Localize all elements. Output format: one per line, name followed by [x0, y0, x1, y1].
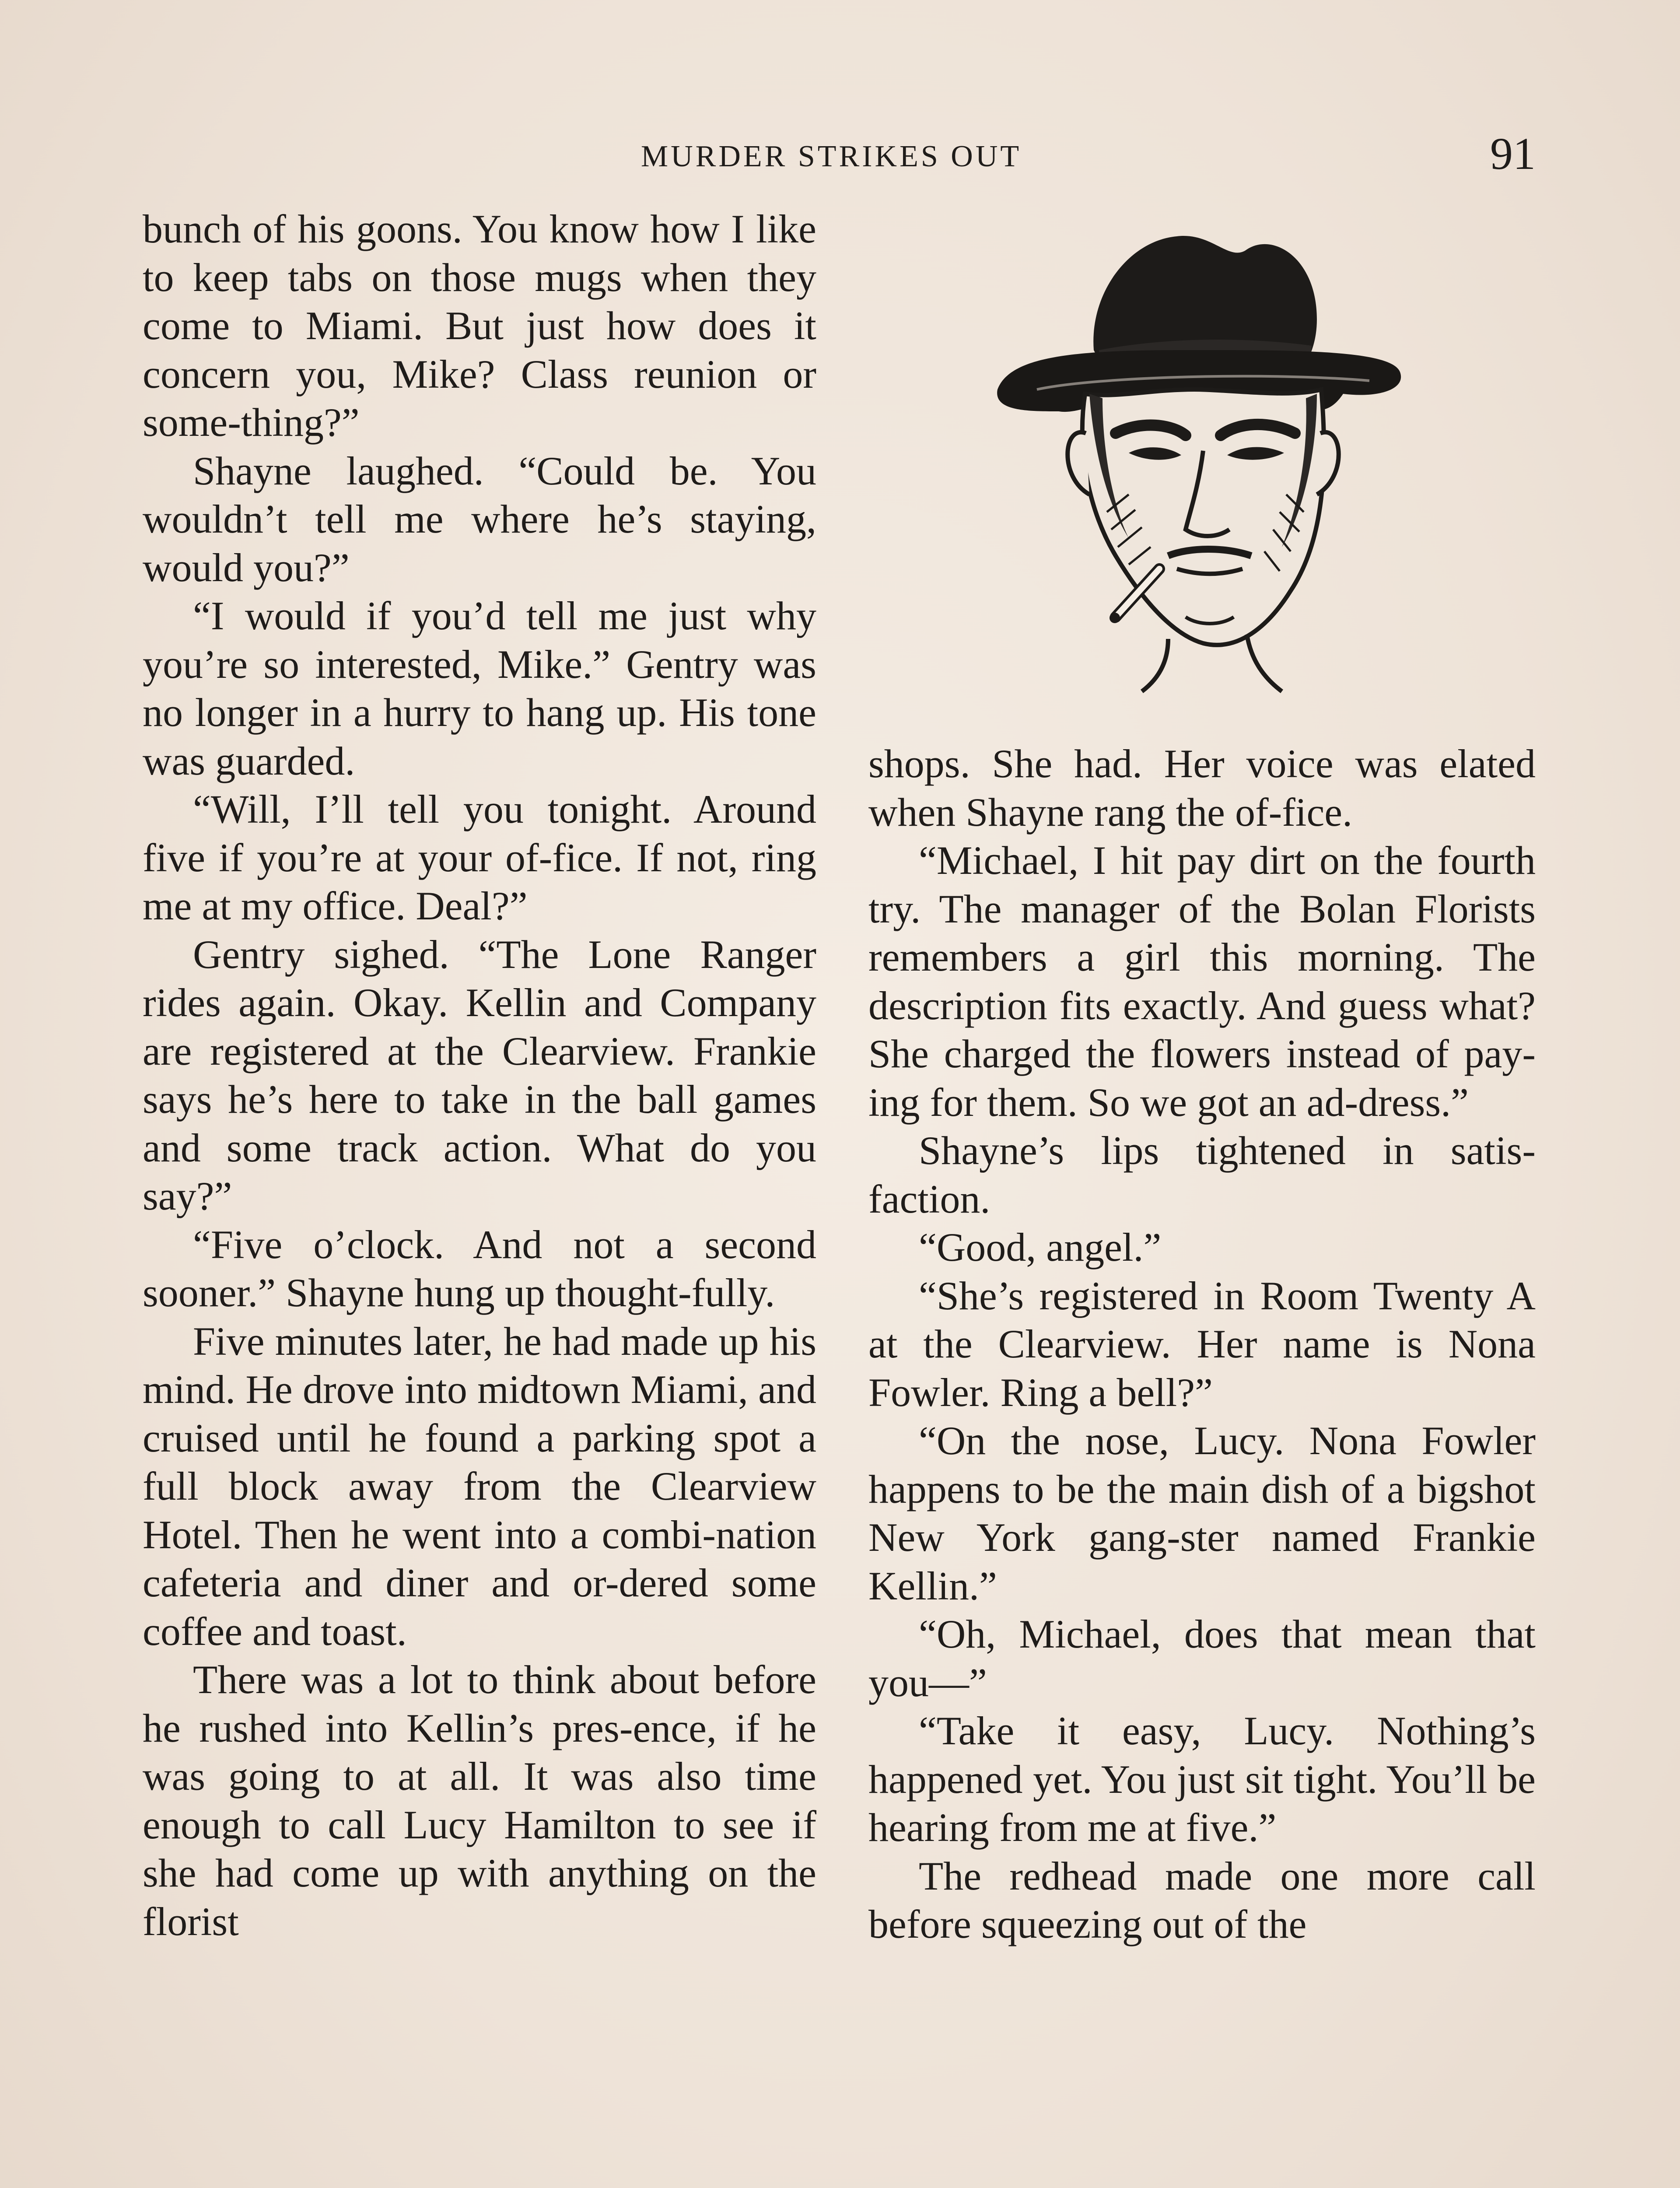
- paragraph: “On the nose, Lucy. Nona Fowler happens to be the main dish of a bigshot New York gang-ster named Frankie Kellin.”: [868, 1418, 1536, 1608]
- left-text-column: [143, 205, 816, 1946]
- paragraph: “Five o’clock. And not a second sooner.” Shayne hung up thought-fully.: [143, 1222, 816, 1315]
- paragraph: bunch of his goons. You know how I like to keep tabs on those mugs when they come to Miami. But just how does it concern you, Mike? Class reunion or some-thing?”: [143, 207, 816, 445]
- right-text-column: [868, 740, 1536, 1949]
- paragraph: shops. She had. Her voice was elated when Shayne rang the of-fice.: [868, 741, 1536, 835]
- paragraph: “Michael, I hit pay dirt on the fourth try. The manager of the Bolan Florists remembers a girl this morning. The description fits exactly. And guess what? She charged the flowers instead of pay-ing for them. So we got an ad-dress.”: [868, 838, 1536, 1125]
- paragraph: The redhead made one more call before squeezing out of the: [868, 1853, 1536, 1946]
- paragraph: “Good, angel.”: [919, 1225, 1162, 1269]
- paragraph: Shayne laughed. “Could be. You wouldn’t tell me where he’s staying, would you?”: [143, 448, 816, 590]
- paragraph: Shayne’s lips tightened in satis-faction.: [868, 1128, 1536, 1221]
- paragraph: “She’s registered in Room Twenty A at the Clearview. Her name is Nona Fowler. Ring a bell?”: [868, 1273, 1536, 1415]
- page-number: 91: [1490, 129, 1536, 179]
- paragraph: “I would if you’d tell me just why you’re so interested, Mike.” Gentry was no longer in a hurry to hang up. His tone was guarded.: [143, 593, 816, 783]
- paragraph: “Take it easy, Lucy. Nothing’s happened yet. You just sit tight. You’ll be hearing from me at five.”: [868, 1708, 1536, 1850]
- paragraph: “Oh, Michael, does that mean that you—”: [868, 1612, 1536, 1705]
- detective-fedora-portrait-icon: [984, 206, 1413, 696]
- running-title: MURDER STRIKES OUT: [640, 140, 1022, 173]
- paragraph: “Will, I’ll tell you tonight. Around five if you’re at your of-fice. If not, ring me at my office. Deal?”: [143, 787, 816, 928]
- paragraph: There was a lot to think about before he rushed into Kellin’s pres-ence, if he was going to at all. It was also time enough to call Lucy Hamilton to see if she had come up with anything on the florist: [143, 1657, 816, 1944]
- paragraph: Gentry sighed. “The Lone Ranger rides again. Okay. Kellin and Company are registered at the Clearview. Frankie says he’s here to take in the ball games and some track action. What do you say?”: [143, 932, 816, 1218]
- paragraph: Five minutes later, he had made up his mind. He drove into midtown Miami, and cruised until he found a parking spot a full block away from the Clearview Hotel. Then he went into a combi-nation cafeteria and diner and or-dered some coffee and toast.: [143, 1318, 816, 1654]
